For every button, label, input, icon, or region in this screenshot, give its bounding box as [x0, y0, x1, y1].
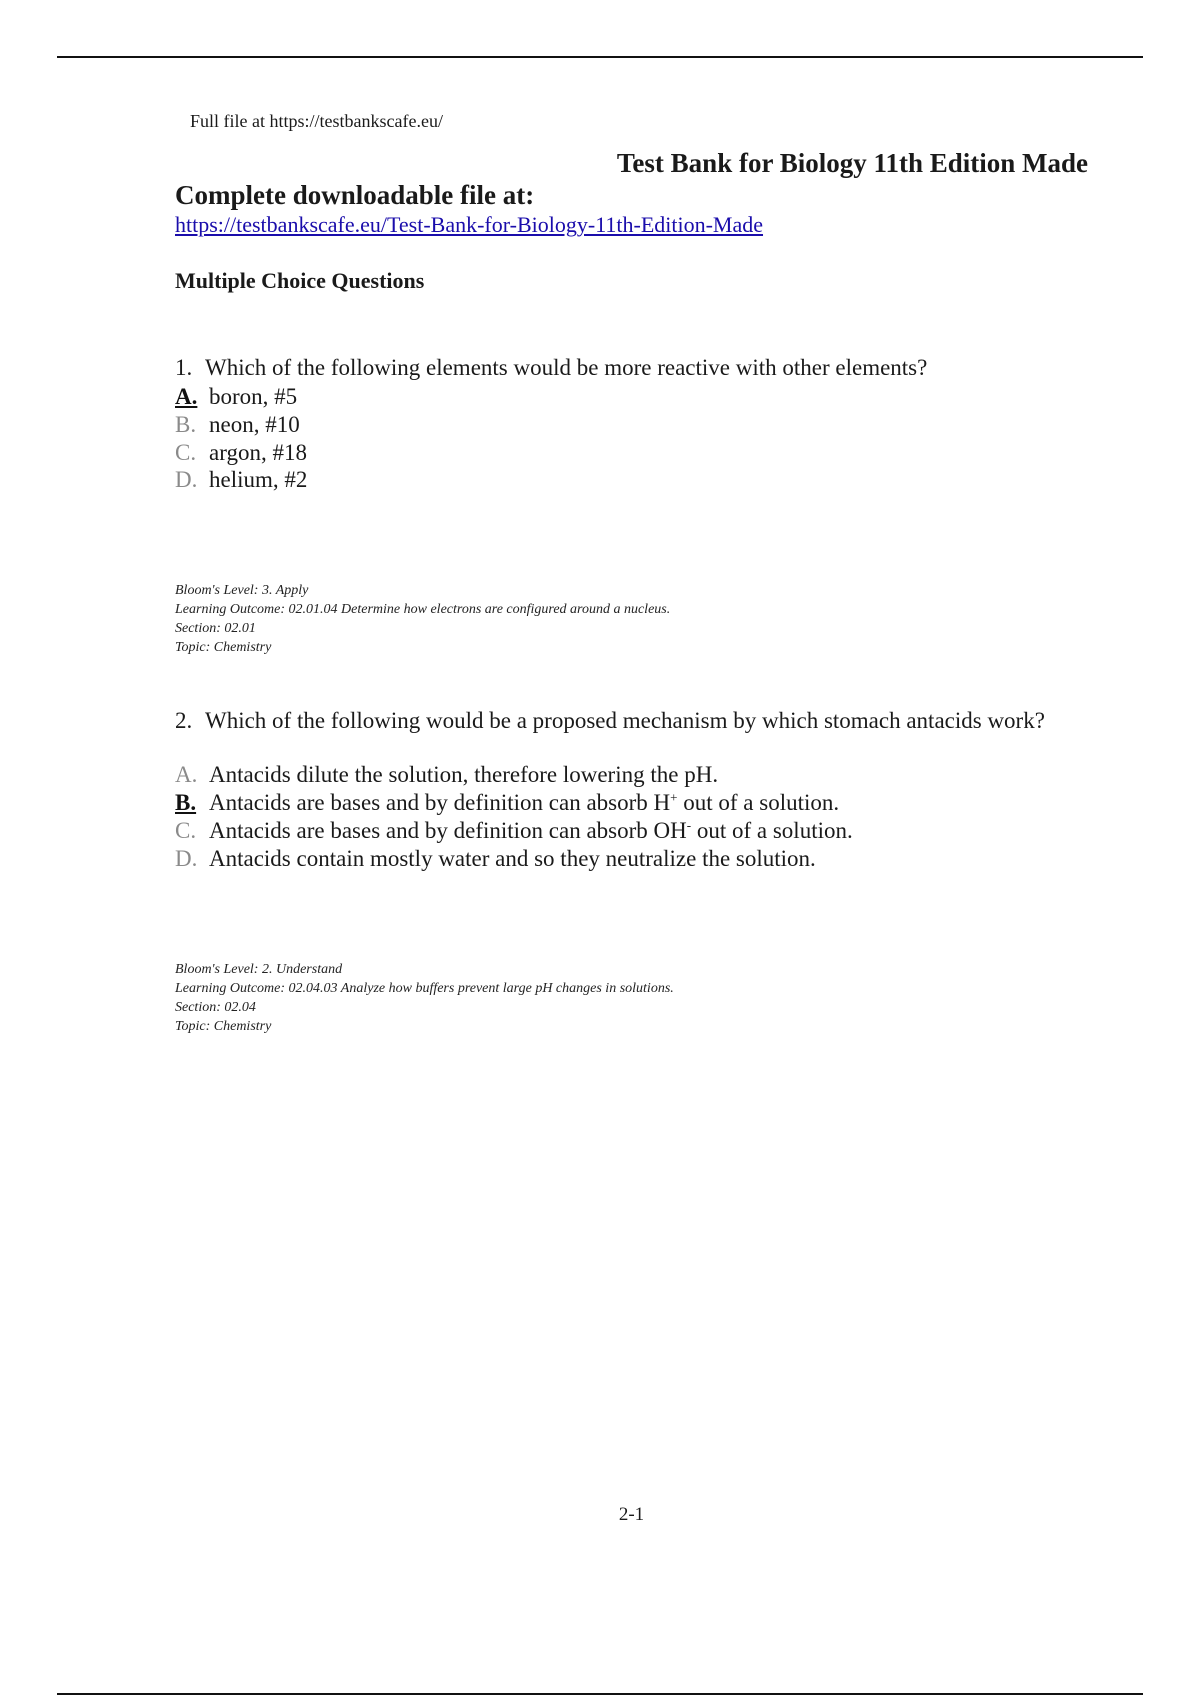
full-file-note: Full file at https://testbankscafe.eu/: [190, 111, 443, 131]
q2-metadata: [175, 960, 674, 1036]
question-number: 2.: [175, 708, 193, 733]
section-title: Multiple Choice Questions: [175, 268, 425, 293]
option-text: Antacids are bases and by definition can absorb H+ out of a solution.: [209, 789, 840, 815]
topic: Topic: Chemistry: [175, 1019, 272, 1034]
option-letter: A.: [175, 762, 198, 787]
option-letter: B.: [175, 412, 197, 437]
section-ref: Section: 02.04: [175, 1000, 256, 1015]
q1-option-a[interactable]: [175, 384, 297, 410]
option-text: argon, #18: [209, 440, 307, 465]
learning-outcome: Learning Outcome: 02.01.04 Determine how electrons are configured around a nucleus.: [175, 602, 671, 617]
option-letter: D.: [175, 467, 198, 492]
q2-option-c[interactable]: [175, 818, 853, 844]
option-letter: B.: [175, 790, 197, 815]
question-1: [175, 355, 927, 381]
option-letter: C.: [175, 440, 197, 465]
option-letter: A.: [175, 384, 198, 409]
page-number: 2-1: [618, 1504, 645, 1525]
download-label: Complete downloadable file at:: [175, 180, 535, 210]
document-title: Test Bank for Biology 11th Edition Made: [616, 148, 1088, 178]
q1-option-c[interactable]: [175, 440, 307, 466]
question-text: Which of the following elements would be more reactive with other elements?: [205, 355, 928, 380]
option-letter: C.: [175, 818, 197, 843]
q2-option-d[interactable]: [175, 846, 816, 872]
option-text: Antacids contain mostly water and so they neutralize the solution.: [209, 846, 816, 871]
blooms-level: Bloom's Level: 2. Understand: [175, 962, 343, 977]
option-text: Antacids dilute the solution, therefore lowering the pH.: [209, 762, 719, 787]
question-number: 1.: [175, 355, 193, 380]
q2-option-a[interactable]: [175, 762, 718, 788]
section-ref: Section: 02.01: [175, 621, 256, 636]
learning-outcome: Learning Outcome: 02.04.03 Analyze how buffers prevent large pH changes in solutions.: [175, 981, 674, 996]
option-text: boron, #5: [209, 384, 298, 409]
topic: Topic: Chemistry: [175, 640, 272, 655]
question-2: [175, 708, 1045, 734]
top-rule: [57, 56, 1143, 58]
q1-option-d[interactable]: [175, 467, 307, 493]
question-text: Which of the following would be a proposed mechanism by which stomach antacids work?: [205, 708, 1045, 733]
q2-option-b[interactable]: [175, 790, 839, 816]
download-link[interactable]: https://testbankscafe.eu/Test-Bank-for-Biology-11th-Edition-Made: [175, 212, 764, 237]
option-letter: D.: [175, 846, 198, 871]
q1-option-b[interactable]: [175, 412, 300, 438]
q1-metadata: [175, 581, 670, 657]
bottom-rule: [57, 1693, 1143, 1695]
option-text: helium, #2: [209, 467, 308, 492]
blooms-level: Bloom's Level: 3. Apply: [175, 583, 309, 598]
option-text: neon, #10: [209, 412, 300, 437]
option-text: Antacids are bases and by definition can absorb OH- out of a solution.: [209, 817, 853, 843]
